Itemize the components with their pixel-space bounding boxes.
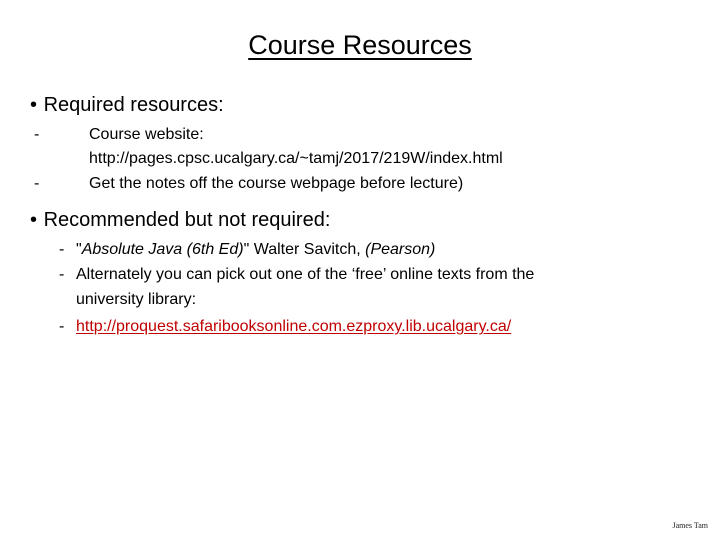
course-website-url: http://pages.cpsc.ucalgary.ca/~tamj/2017/219W/index.html	[89, 150, 503, 167]
book-title: Absolute Java (6th Ed)	[81, 241, 244, 258]
book-publisher: (Pearson)	[365, 241, 436, 258]
dash-glyph: -	[59, 266, 65, 283]
required-resources-heading: Required resources:	[43, 94, 224, 116]
recommended-book-text	[76, 239, 435, 260]
dash-glyph: -	[59, 318, 65, 335]
bullet-glyph: •	[30, 94, 38, 116]
book-quote-open: "	[76, 241, 82, 258]
alternate-text-line2: university library:	[76, 291, 197, 308]
footer-author: James Tam	[672, 521, 708, 530]
required-item-notes-text: Get the notes off the course webpage before lecture)	[89, 175, 464, 192]
library-url-link[interactable]: http://proquest.safaribooksonline.com.ezproxy.lib.ucalgary.ca/	[76, 318, 512, 335]
required-item-website-label: Course website:	[89, 126, 204, 143]
dash-glyph: -	[34, 126, 40, 143]
recommended-heading: Recommended but not required:	[43, 209, 331, 231]
required-resources-bullet	[30, 93, 224, 117]
dash-glyph: -	[34, 175, 40, 192]
slide-title: Course Resources	[248, 30, 472, 60]
dash-glyph: -	[59, 241, 65, 258]
alternate-text-line1: Alternately you can pick out one of the ‘free’ online texts from the	[76, 266, 535, 283]
recommended-bullet	[30, 208, 330, 232]
bullet-glyph: •	[30, 209, 38, 231]
book-author: " Walter Savitch,	[243, 241, 366, 258]
